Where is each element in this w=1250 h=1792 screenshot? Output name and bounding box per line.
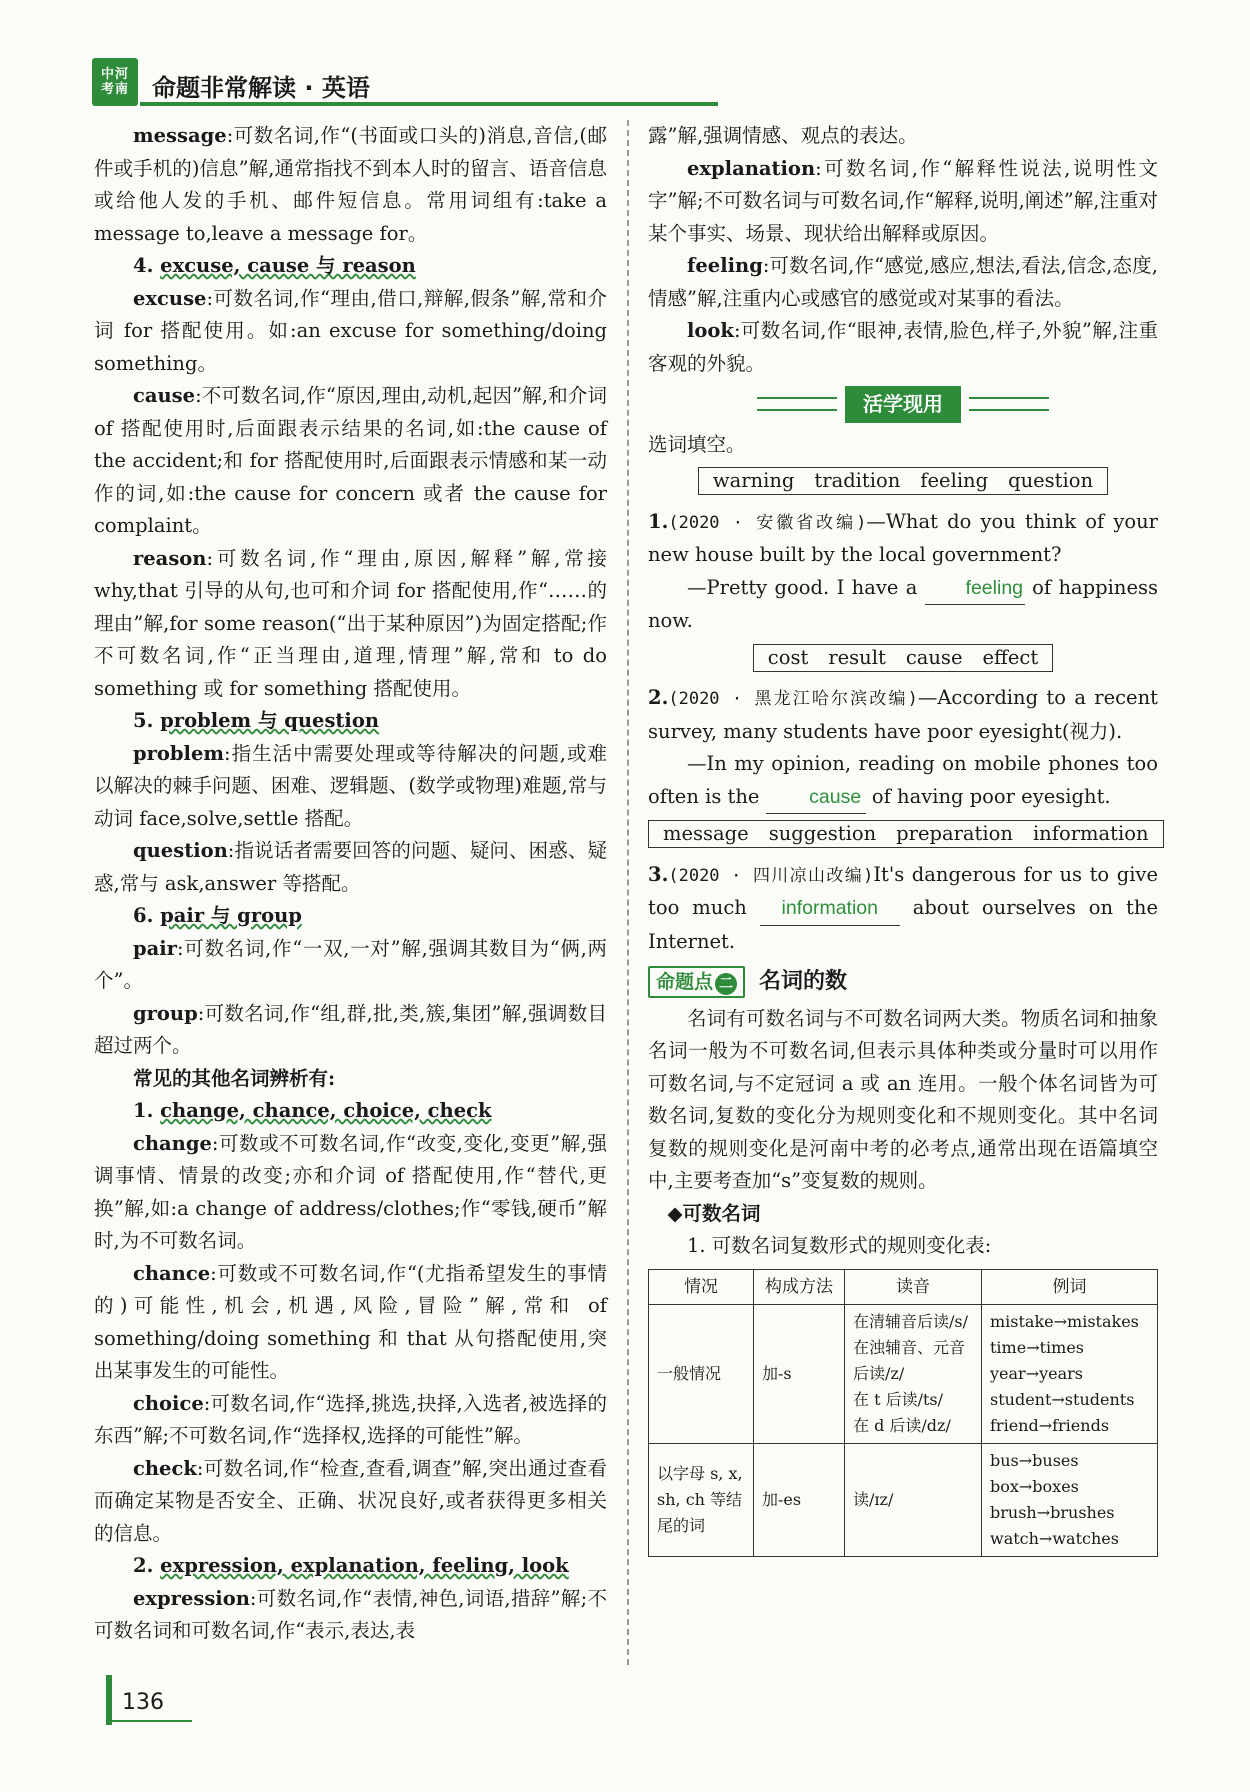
table-cell: bus→buses box→boxes brush→brushes watch→watches	[982, 1443, 1158, 1556]
answer-blank-3[interactable]: information	[760, 892, 900, 926]
table-title: 1. 可数名词复数形式的规则变化表:	[687, 1234, 992, 1257]
subheading-2: 2. expression, explanation, feeling, look	[133, 1554, 569, 1577]
subheading-5: 5. problem 与 question	[133, 709, 380, 732]
entry-chance: chance:可数或不可数名词,作“(尤指希望发生的事情的)可能性,机会,机遇,风险,冒险”解,常和 of something/doing something 和 that 从句搭配使用,突出某事发生的可能性。	[94, 1261, 607, 1382]
page-number-bar	[106, 1675, 112, 1725]
table-cell: 在清辅音后读/s/ 在浊辅音、元音后读/z/ 在 t 后读/ts/ 在 d 后读/dz/	[845, 1304, 982, 1443]
countable-heading: ◆可数名词	[667, 1201, 761, 1225]
topic-title: 名词的数	[759, 969, 848, 994]
entry-excuse: excuse:可数名词,作“理由,借口,辩解,假条”解,常和介词 for 搭配使用。如:an excuse for something/doing something。	[94, 286, 607, 375]
table-header: 构成方法	[754, 1269, 845, 1304]
page-number: 136	[122, 1690, 164, 1715]
subheading-4: 4. excuse, cause 与 reason	[133, 254, 416, 277]
entry-group: group:可数名词,作“组,群,批,类,簇,集团”解,强调数目超过两个。	[94, 1001, 607, 1057]
entry-pair: pair:可数名词,作“一双,一对”解,强调其数目为“俩,两个”。	[94, 936, 607, 992]
word-box-2: cost result cause effect	[648, 642, 1158, 675]
entry-cause: cause:不可数名词,作“原因,理由,动机,起因”解,和介词 of 搭配使用时,后面跟表示结果的名词,如:the cause of the accident;和 for 搭配使用时,后面跟表示情感和某一动作的词,如:the cause for concern 或者 the cause for complaint。	[94, 384, 607, 537]
banner-lines-right	[969, 397, 1049, 411]
entry-feeling: feeling:可数名词,作“感觉,感应,想法,看法,信念,态度,情感”解,注重内心或感官的感觉或对某事的看法。	[648, 254, 1158, 310]
table-cell: 读/ɪz/	[845, 1443, 982, 1556]
question-3: 3.(2020 · 四川凉山改编)It's dangerous for us to give too much information about ourselves on the Internet.	[648, 862, 1158, 953]
question-2-answer-line: —In my opinion, reading on mobile phones too often is the cause of having poor eyesight.	[648, 748, 1158, 814]
practice-banner	[648, 386, 1158, 423]
left-column	[94, 120, 607, 1648]
entry-check: check:可数名词,作“检查,查看,调查”解,突出通过查看而确定某物是否安全、正确、状况良好,或者获得更多相关的信息。	[94, 1456, 607, 1545]
page-number-rule	[106, 1720, 192, 1722]
column-divider	[627, 120, 629, 1665]
table-row	[649, 1304, 1158, 1443]
table-cell: 一般情况	[649, 1304, 754, 1443]
right-column	[648, 120, 1158, 1557]
entry-reason: reason:可数名词,作“理由,原因,解释”解,常接 why,that 引导的从句,也可和介词 for 搭配使用,作“……的理由”解,for some reason(“出于某种原因”)为固定搭配;作不可数名词,作“正当理由,道理,情理”解,常和 to do something 或 for something 搭配使用。	[94, 546, 607, 700]
subheading-6: 6. pair 与 group	[133, 904, 302, 927]
table-header: 例词	[982, 1269, 1158, 1304]
topic-heading	[648, 966, 1158, 999]
subheading-1: 1. change, chance, choice, check	[133, 1099, 492, 1122]
table-cell: 加-es	[754, 1443, 845, 1556]
entry-question: question:指说话者需要回答的问题、疑问、困惑、疑惑,常与 ask,answer 等搭配。	[94, 839, 607, 895]
table-cell: 以字母 s, x, sh, ch 等结尾的词	[649, 1443, 754, 1556]
table-header-row	[649, 1269, 1158, 1304]
logo-line-1: 中河	[100, 67, 129, 82]
banner-lines-left	[757, 397, 837, 411]
entry-expression: expression:可数名词,作“表情,神色,词语,措辞”解;不可数名词和可数名词,作“表示,表达,表	[94, 1586, 607, 1642]
plural-rules-table	[648, 1269, 1158, 1557]
table-cell: 加-s	[754, 1304, 845, 1443]
page-header	[92, 58, 622, 106]
entry-problem: problem:指生活中需要处理或等待解决的问题,或难以解决的棘手问题、困难、逻辑题、(数学或物理)难题,常与动词 face,solve,settle 搭配。	[94, 741, 607, 830]
question-1-answer-line: —Pretty good. I have a feeling of happiness now.	[648, 572, 1158, 638]
question-1: 1.(2020 · 安徽省改编)—What do you think of your new house built by the local government?	[648, 509, 1158, 566]
topic-number-badge: 二	[715, 973, 737, 995]
answer-blank-2[interactable]: cause	[766, 781, 866, 815]
others-title: 常见的其他名词辨析有:	[133, 1066, 336, 1090]
topic-intro: 名词有可数名词与不可数名词两大类。物质名词和抽象名词一般为不可数名词,但表示具体种类或分量时可以用作可数名词,与不定冠词 a 或 an 连用。一般个体名词皆为可数名词,复数的变化分为规则变化和不规则变化。其中名词复数的规则变化是河南中考的必考点,通常出现在语篇填空中,主要考查加“s”变复数的规则。	[648, 1006, 1158, 1192]
answer-blank-1[interactable]: feeling	[925, 572, 1025, 606]
logo-line-2: 考南	[100, 82, 129, 97]
exercise-instruction: 选词填空。	[648, 432, 746, 456]
table-row	[649, 1443, 1158, 1556]
entry-change: change:可数或不可数名词,作“改变,变化,变更”解,强调事情、情景的改变;亦和介词 of 搭配使用,作“替代,更换”解,如:a change of address/clothes;作“零钱,硬币”解时,为不可数名词。	[94, 1131, 607, 1252]
entry-explanation: explanation:可数名词,作“解释性说法,说明性文字”解;不可数名词与可数名词,作“解释,说明,阐述”解,注重对某个事实、场景、现状给出解释或原因。	[648, 156, 1158, 245]
publisher-logo	[92, 58, 138, 106]
entry-message: message:可数名词,作“(书面或口头的)消息,音信,(邮件或手机的)信息”解,通常指找不到本人时的留言、语音信息或给他人发的手机、邮件短信息。常用词组有:take a message to,leave a message for。	[94, 124, 607, 245]
table-cell: mistake→mistakes time→times year→years student→students friend→friends	[982, 1304, 1158, 1443]
question-2: 2.(2020 · 黑龙江哈尔滨改编)—According to a recent survey, many students have poor eyesight(视力).	[648, 686, 1158, 743]
topic-tag: 命题点 二	[648, 966, 745, 998]
entry-look: look:可数名词,作“眼神,表情,脸色,样子,外貌”解,注重客观的外貌。	[648, 319, 1158, 375]
table-header: 情况	[649, 1269, 754, 1304]
banner-label: 活学现用	[845, 386, 961, 423]
header-rule	[140, 102, 718, 106]
entry-choice: choice:可数名词,作“选择,挑选,抉择,入选者,被选择的东西”解;不可数名词,作“选择权,选择的可能性”解。	[94, 1391, 607, 1447]
book-title: 命题非常解读 · 英语	[152, 74, 370, 102]
continued-text: 露”解,强调情感、观点的表达。	[648, 124, 918, 147]
word-box-3: message suggestion preparation information	[648, 818, 1158, 851]
table-header: 读音	[845, 1269, 982, 1304]
word-box-1: warning tradition feeling question	[648, 465, 1158, 498]
